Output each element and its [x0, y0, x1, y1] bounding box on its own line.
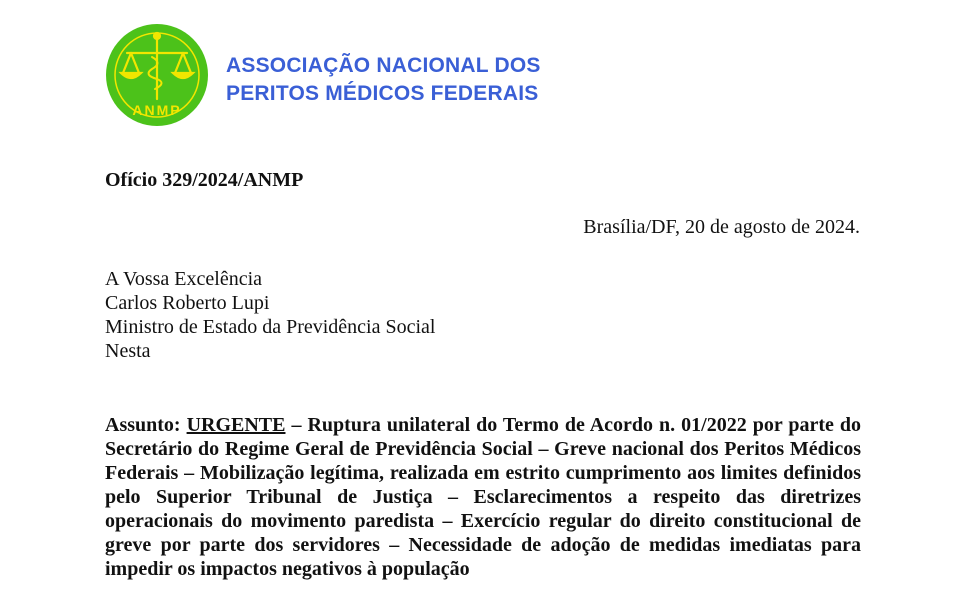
recipient-line-2: Carlos Roberto Lupi	[105, 292, 270, 314]
subject-text: – Ruptura unilateral do Termo de Acordo n. 01/2022 por parte do Secretário do Regime Geral de Previdência Social – Greve nacional dos Peritos Médicos Federais – Mobilização legítima, realizada em estrito cumprimento aos limites definidos pelo Superior Tribunal de Justiça – Esclarecimentos a respeito das diretrizes operacionais do movimento paredista – Exercício regular do direito constitucional de greve por parte dos servidores – Necessidade de adoção de medidas imediatas para impedir os impactos negativos à população	[105, 414, 861, 580]
subject-urgent: URGENTE	[186, 414, 286, 436]
recipient-line-4: Nesta	[105, 340, 151, 362]
subject-label: Assunto:	[105, 414, 181, 436]
anmp-logo	[105, 23, 209, 127]
org-name-line1: ASSOCIAÇÃO NACIONAL DOS	[226, 54, 541, 77]
recipient-line-3: Ministro de Estado da Previdência Social	[105, 316, 436, 338]
recipient-line-1: A Vossa Excelência	[105, 268, 263, 290]
org-name-line2: PERITOS MÉDICOS FEDERAIS	[226, 82, 539, 105]
dateline: Brasília/DF, 20 de agosto de 2024.	[583, 216, 860, 238]
subject-paragraph	[105, 413, 861, 581]
logo-text: ANMP	[132, 102, 182, 118]
oficio-number: Ofício 329/2024/ANMP	[105, 169, 304, 191]
recipient-block	[105, 267, 435, 363]
organization-name	[226, 52, 541, 108]
